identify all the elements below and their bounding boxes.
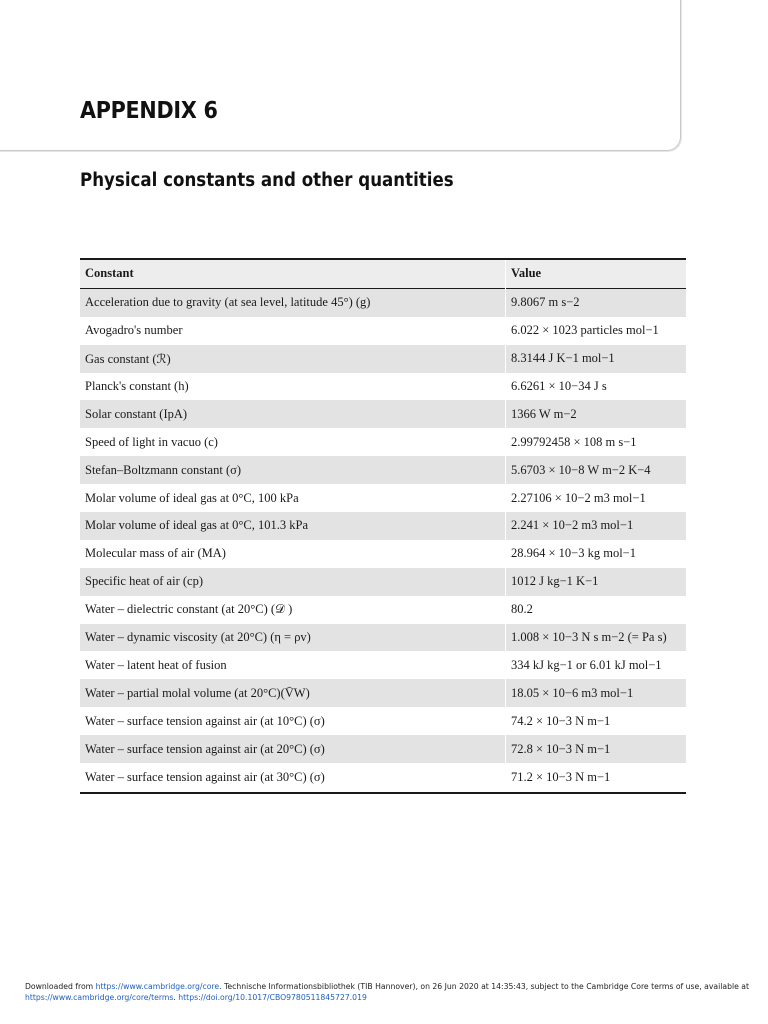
value-cell: 2.99792458 × 108 m s−1: [506, 428, 687, 456]
table-row: [80, 345, 686, 373]
column-header-value: Value: [506, 259, 687, 288]
table-row: [80, 707, 686, 735]
value-cell: 2.27106 × 10−2 m3 mol−1: [506, 484, 687, 512]
table-row: [80, 679, 686, 707]
table-row: [80, 540, 686, 568]
value-cell: 72.8 × 10−3 N m−1: [506, 735, 687, 763]
constant-cell: Planck's constant (h): [85, 379, 189, 393]
value-cell: 6.6261 × 10−34 J s: [506, 373, 687, 401]
table-row: [80, 735, 686, 763]
value-cell: 74.2 × 10−3 N m−1: [506, 707, 687, 735]
constants-table: [80, 258, 686, 794]
constant-cell: Molecular mass of air (MA): [85, 546, 226, 561]
value-cell: 1366 W m−2: [506, 400, 687, 428]
footer-prefix: Downloaded from: [25, 982, 96, 991]
section-title: Physical constants and other quantities: [80, 170, 454, 191]
constant-cell: Molar volume of ideal gas at 0°C, 101.3 kPa: [85, 518, 309, 533]
constant-cell: Stefan–Boltzmann constant (σ): [85, 462, 242, 477]
terms-link[interactable]: https://www.cambridge.org/core/terms: [25, 993, 174, 1002]
header-panel: [0, 0, 681, 151]
table-row: [80, 456, 686, 484]
value-cell: 80.2: [506, 596, 687, 624]
cambridge-core-link[interactable]: https://www.cambridge.org/core: [95, 982, 220, 991]
table-row: [80, 568, 686, 596]
constant-cell: Acceleration due to gravity (at sea level, latitude 45°) (g): [85, 295, 371, 310]
value-cell: 2.241 × 10−2 m3 mol−1: [506, 512, 687, 540]
constant-cell: Water – dielectric constant (at 20°C) (𝒟 ): [85, 602, 293, 617]
table-row: [80, 624, 686, 652]
table-row: [80, 512, 686, 540]
table-row: [80, 400, 686, 428]
constant-cell: Water – latent heat of fusion: [85, 657, 227, 672]
constant-cell: Water – surface tension against air (at 30°C) (σ): [85, 770, 325, 785]
value-cell: 1.008 × 10−3 N s m−2 (= Pa s): [506, 624, 687, 652]
value-cell: 71.2 × 10−3 N m−1: [506, 763, 687, 793]
value-cell: 9.8067 m s−2: [506, 288, 687, 316]
value-cell: 1012 J kg−1 K−1: [506, 568, 687, 596]
value-cell: 18.05 × 10−6 m3 mol−1: [506, 679, 687, 707]
constant-cell: Gas constant (ℛ): [85, 351, 171, 366]
constant-cell: Speed of light in vacuo (c): [85, 434, 218, 449]
doi-link[interactable]: https://doi.org/10.1017/CBO9780511845727.019: [178, 993, 367, 1002]
value-cell: 5.6703 × 10−8 W m−2 K−4: [506, 456, 687, 484]
constant-cell: Water – partial molal volume (at 20°C)(V̄W): [85, 685, 310, 700]
constant-cell: Water – surface tension against air (at 20°C) (σ): [85, 741, 325, 756]
value-cell: 8.3144 J K−1 mol−1: [506, 345, 687, 373]
footer-middle: . Technische Informationsbibliothek (TIB Hannover), on 26 Jun 2020 at 14:35:43, subject to the Cambridge Core terms of use, available at: [219, 982, 750, 991]
table-row: [80, 428, 686, 456]
footer-separator: .: [173, 993, 179, 1002]
value-cell: 6.022 × 1023 particles mol−1: [506, 317, 687, 345]
table-row: [80, 651, 686, 679]
appendix-title: APPENDIX 6: [80, 98, 218, 124]
constant-cell: Water – dynamic viscosity (at 20°C) (η = ρv): [85, 630, 311, 645]
value-cell: 28.964 × 10−3 kg mol−1: [506, 540, 687, 568]
constant-cell: Solar constant (IpA): [85, 406, 188, 421]
column-header-constant: Constant: [85, 266, 134, 281]
table-row: [80, 373, 686, 401]
value-cell: 334 kJ kg−1 or 6.01 kJ mol−1: [506, 651, 687, 679]
table-row: [80, 596, 686, 624]
constant-cell: Water – surface tension against air (at 10°C) (σ): [85, 713, 325, 728]
table-header-row: [80, 259, 686, 288]
table-row: [80, 484, 686, 512]
constant-cell: Molar volume of ideal gas at 0°C, 100 kPa: [85, 490, 299, 505]
constant-cell: Specific heat of air (cp): [85, 574, 203, 589]
constant-cell: Avogadro's number: [85, 323, 183, 338]
table-row: [80, 288, 686, 316]
table-row: [80, 317, 686, 345]
download-footer: [25, 981, 755, 1003]
table-row: [80, 763, 686, 793]
